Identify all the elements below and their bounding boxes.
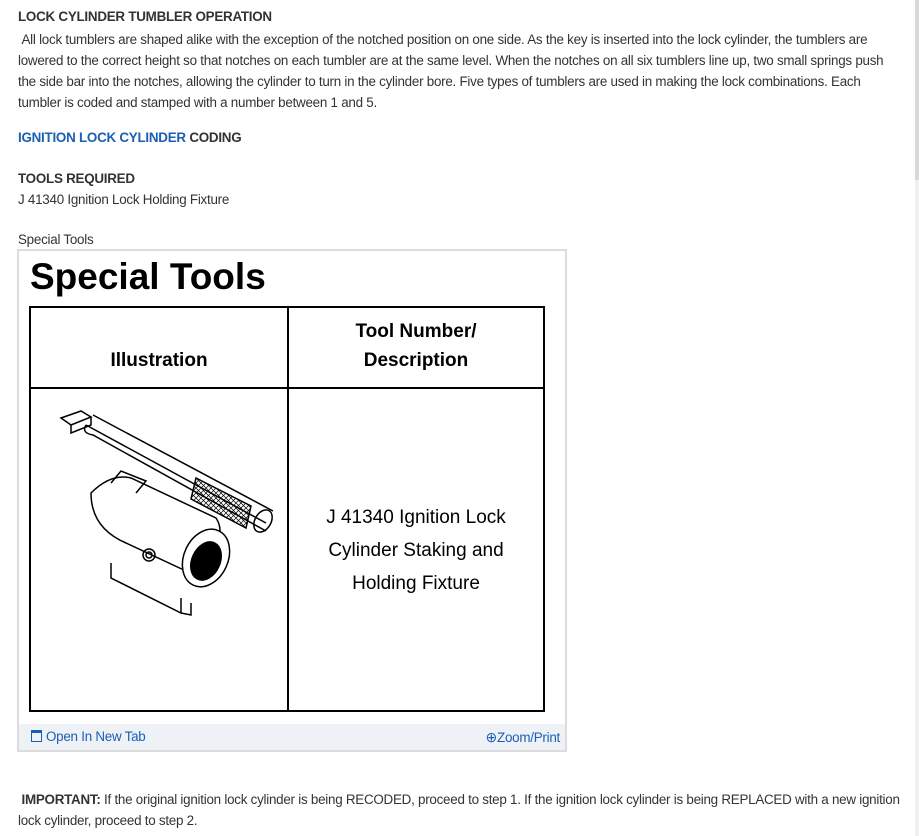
scrollbar-thumb[interactable] xyxy=(915,0,919,180)
section-body xyxy=(18,29,903,113)
coding-suffix: CODING xyxy=(189,130,242,145)
column-header-illustration: Illustration xyxy=(110,350,208,371)
desc-line: Cylinder Staking and xyxy=(328,540,504,561)
zoom-print-link[interactable] xyxy=(486,729,560,746)
open-in-new-tab-link[interactable] xyxy=(31,729,145,744)
coding-heading xyxy=(18,130,241,145)
desc-line: Holding Fixture xyxy=(352,573,480,594)
figure-footer xyxy=(19,724,565,750)
important-note xyxy=(18,789,903,831)
important-label: IMPORTANT: xyxy=(21,792,101,807)
zoom-print-label: Zoom/Print xyxy=(497,730,560,745)
column-header-tool-number xyxy=(289,317,543,375)
zoom-in-icon: ⊕ xyxy=(485,729,498,745)
open-in-new-tab-label: Open In New Tab xyxy=(46,729,146,744)
tools-table xyxy=(29,306,545,712)
table-divider xyxy=(31,387,543,389)
new-tab-icon xyxy=(31,730,42,742)
special-tools-figure xyxy=(17,249,567,752)
desc-line: J 41340 Ignition Lock xyxy=(326,507,506,528)
tools-required-title: TOOLS REQUIRED xyxy=(18,171,135,186)
figure-caption: Special Tools xyxy=(18,232,94,247)
header-line: Description xyxy=(363,350,469,371)
tools-required-item: J 41340 Ignition Lock Holding Fixture xyxy=(18,192,230,207)
header-line: Tool Number/ xyxy=(355,321,477,342)
section-body-text: All lock tumblers are shaped alike with the exception of the notched position on one side. As the key is inserted into the lock cylinder, the tumblers are lowered to the correct height so that notches on each tumbler are at the same level. When the notches on all six tumblers line up, two small springs push the side bar into the notches, allowing the cylinder to turn in the cylinder bore. Five types of tumblers are used in making the lock combinations. Each tumbler is coded and stamped with a number between 1 and 5. xyxy=(18,32,884,110)
fixture-illustration xyxy=(51,403,281,633)
image-title: Special Tools xyxy=(30,256,266,297)
ignition-lock-cylinder-link[interactable]: IGNITION LOCK CYLINDER xyxy=(18,130,186,145)
special-tools-image[interactable] xyxy=(20,252,564,724)
important-text: If the original ignition lock cylinder is being RECODED, proceed to step 1. If the ignition lock cylinder is being REPLACED with a new ignition lock cylinder, proceed to step 2. xyxy=(18,792,900,828)
tool-description xyxy=(289,501,543,600)
section-title: LOCK CYLINDER TUMBLER OPERATION xyxy=(18,9,272,24)
